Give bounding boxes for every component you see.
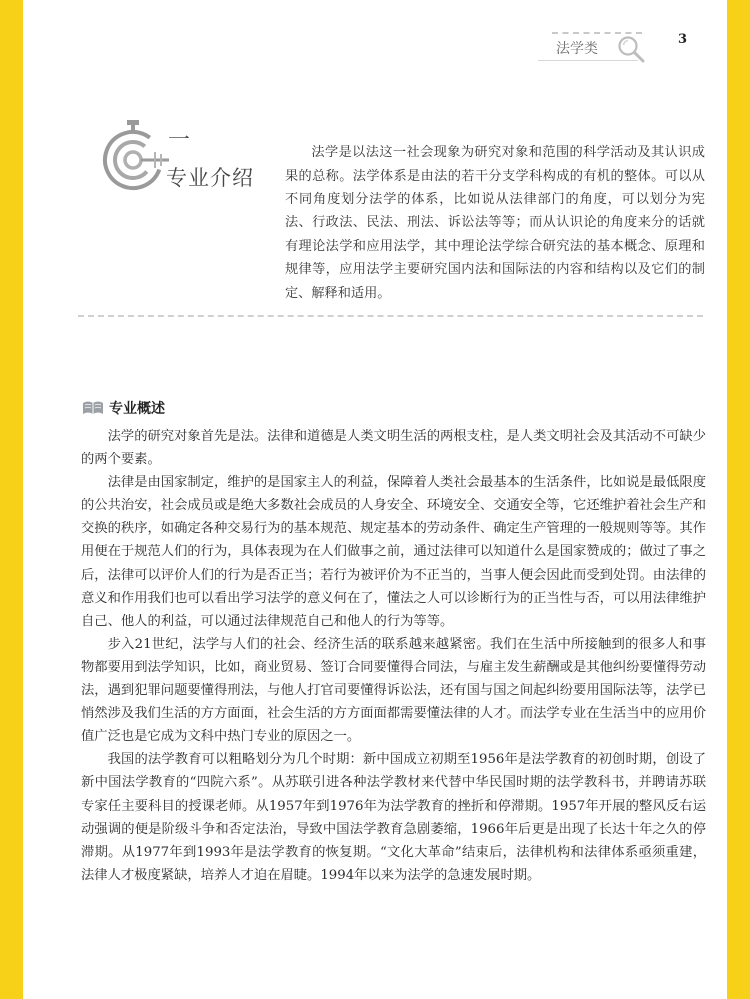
header-section-label: 法学类	[556, 41, 598, 57]
section-title: 专业概述	[109, 401, 165, 417]
body-paragraph: 我国的法学教育可以粗略划分为几个时期：新中国成立初期至1956年是法学教育的初创时期，创设了新中国法学教育的“四院六系”。从苏联引进各种法学教材来代替中华民国时期的法学教科书，并聘请苏联专家任主要科目的授课老师。从1957年到1976年为法学教育的挫折和停滞期。1957年开展的整风反右运动强调的便是阶级斗争和否定法治，导致中国法学教育急剧萎缩，1966年后更是出现了长达十年之久的停滞期。从1977年到1993年是法学教育的恢复期。“文化大革命”结束后，法律机构和法律体系亟须重建，法律人才极度紧缺，培养人才迫在眉睫。1994年以来为法学的急速发展时期。	[81, 752, 706, 883]
clock-target-icon	[101, 118, 171, 192]
body-paragraph: 法学的研究对象首先是法。法律和道德是人类文明生活的两根支柱，是人类文明社会及其活动不可缺少的两个要素。	[81, 429, 706, 468]
body-paragraph: 步入21世纪，法学与人们的社会、经济生活的联系越来越紧密。我们在生活中所接触到的很多人和事物都要用到法学知识，比如，商业贸易、签订合同要懂得合同法，与雇主发生薪酬或是其他纠纷要懂得劳动法，遇到犯罪问题要懂得刑法，与他人打官司要懂得诉讼法，还有国与国之间起纠纷要用国际法等，法学已悄然涉及我们生活的方方面面，社会生活的方方面面都需要懂法律的人才。而法学专业在生活当中的应用价值广泛也是它成为文科中热门专业的原因之一。	[81, 636, 706, 745]
chapter-number: 一	[168, 128, 191, 153]
intro-paragraph: 法学是以法这一社会现象为研究对象和范围的科学活动及其认识成果的总称。法学体系是由法的若干分支学科构成的有机的整体。可以从不同角度划分法学的体系，比如说从法律部门的角度，可以划分为宪法、行政法、民法、刑法、诉讼法等等；而从认识论的角度来分的话就有理论法学和应用法学，其中理论法学综合研究法的基本概念、原理和规律等，应用法学主要研究国内法和国际法的内容和结构以及它们的制定、解释和适用。	[285, 145, 705, 301]
page-number: 3	[678, 32, 688, 47]
body-paragraph: 法律是由国家制定，维护的是国家主人的利益，保障着人类社会最基本的生活条件，比如说是最低限度的公共治安，社会成员或是绝大多数社会成员的人身安全、环境安全、交通安全等，它还维护着社会生产和交换的秩序，如确定各种交易行为的基本规范、规定基本的劳动条件、确定生产管理的一般规则等等。其作用便在于规范人们的行为，具体表现为在人们做事之前，通过法律可以知道什么是国家赞成的；做过了事之后，法律可以评价人们的行为是否正当；若行为被评价为不正当的，当事人便会因此而受到处罚。由法律的意义和作用我们也可以看出学习法学的意义何在了，懂法之人可以诊断行为的正当性与否，可以用法律维护自己、他人的利益，可以通过法律规范自己和他人的行为等等。	[81, 475, 706, 629]
book-page	[23, 0, 727, 999]
section-body	[81, 425, 706, 887]
magnifier-icon	[616, 34, 646, 64]
chapter-title: 专业介绍	[166, 166, 254, 190]
open-book-icon	[81, 397, 105, 417]
running-header	[538, 28, 718, 68]
section-divider	[78, 315, 703, 319]
